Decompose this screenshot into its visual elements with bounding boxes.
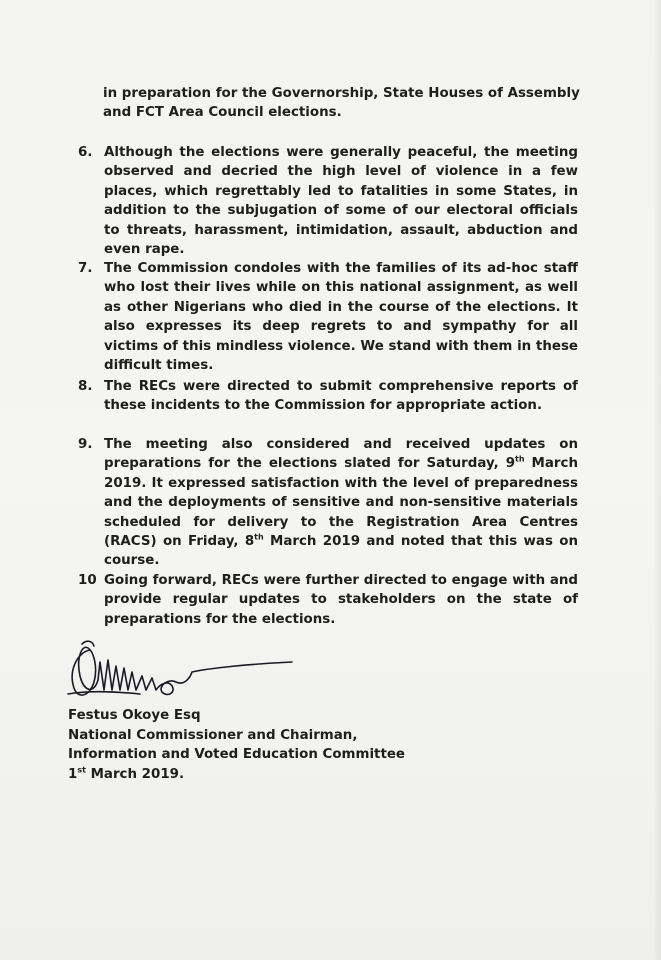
date-day: 1 bbox=[68, 766, 78, 782]
continuation-paragraph: in preparation for the Governorship, State Houses of Assembly and FCT Area Council elections. bbox=[103, 86, 580, 121]
item-text: The RECs were directed to submit comprehensive reports of these incidents to the Commission for appropriate action. bbox=[104, 379, 578, 414]
list-item-8 bbox=[78, 377, 578, 416]
ordinal-suffix: th bbox=[254, 532, 264, 542]
item-number: 8. bbox=[78, 379, 93, 394]
item-text-part: The meeting also considered and received updates on preparations for the elections slated for Saturday, 9 bbox=[104, 437, 578, 472]
item-text-part: March 2019 and noted that this was on course. bbox=[104, 534, 578, 569]
date-rest: March 2019. bbox=[85, 766, 185, 782]
item-text: Going forward, RECs were further directed to engage with and provide regular updates to stakeholders on the state of preparations for the elections. bbox=[104, 573, 578, 627]
signatory-title-line-1: National Commissioner and Chairman, bbox=[68, 727, 358, 743]
item-text: The Commission condoles with the families of its ad-hoc staff who lost their lives while on this national assignment, as well as other Nigerians who died in the course of the elections. It also expresses its deep regrets to and sympathy for all victims of this mindless violence. We stand with them in these difficult times. bbox=[104, 261, 578, 374]
item-text-part: March 2019. It expressed satisfaction with the level of preparedness and the deployments of sensitive and non-sensitive materials scheduled for delivery to the Registration Area Centres (RACS) on Friday, 8 bbox=[104, 456, 578, 550]
list-item-7 bbox=[78, 259, 578, 375]
handwritten-signature bbox=[60, 632, 310, 712]
signatory-title-line-2: Information and Voted Education Committee bbox=[68, 747, 406, 762]
signatory-block bbox=[68, 706, 405, 784]
item-number: 6. bbox=[78, 145, 93, 160]
list-item-9 bbox=[78, 435, 578, 571]
list-item-6 bbox=[78, 143, 578, 259]
ordinal-suffix: st bbox=[77, 765, 86, 775]
item-number: 9. bbox=[78, 437, 93, 452]
item-number: 7. bbox=[78, 261, 93, 276]
page-edge-shadow bbox=[653, 0, 661, 960]
item-text: Although the elections were generally peaceful, the meeting observed and decried the high level of violence in a few places, which regrettably led to fatalities in some States, in addition to the subjugation of some of our electoral officials to threats, harassment, intimidation, assault, abduction and even rape. bbox=[104, 145, 578, 258]
signature-date bbox=[68, 765, 405, 785]
ordinal-suffix: th bbox=[515, 454, 525, 464]
list-item-10 bbox=[78, 571, 578, 629]
signatory-name: Festus Okoye Esq bbox=[68, 708, 201, 723]
item-text bbox=[104, 435, 578, 571]
item-number: 10 bbox=[78, 573, 97, 588]
